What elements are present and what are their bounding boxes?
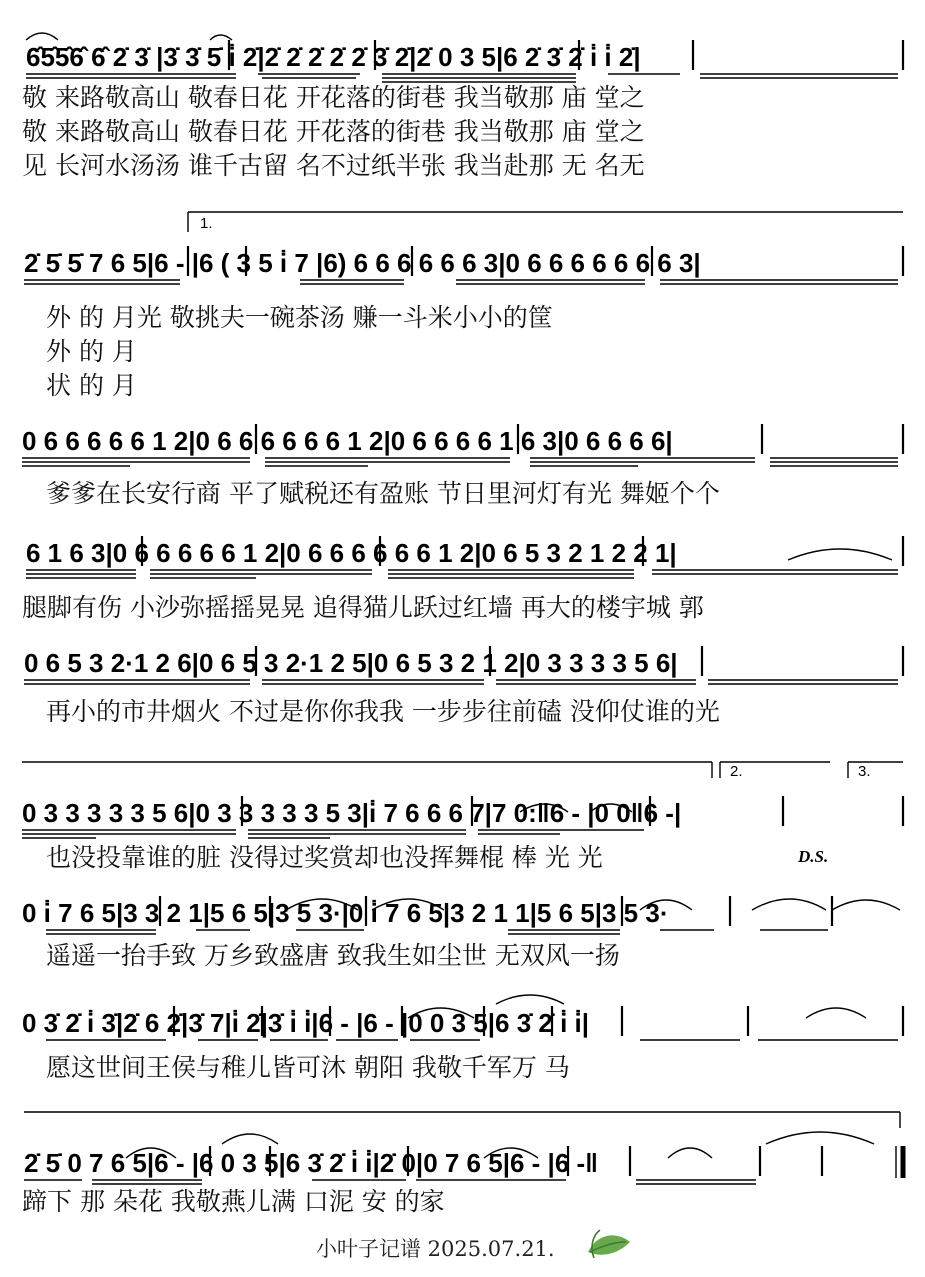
volta-bracket-3	[848, 762, 903, 778]
lyrics-line-5: 再小的市井烟火 不过是你你我我 一步步往前磕 没仰仗谁的光	[46, 697, 720, 726]
coda-bracket-line	[24, 1112, 900, 1128]
leaf-icon	[588, 1230, 630, 1258]
notes-line-3: 0 6 6 6 6 6 1 2|0 6 6 6 6 6 6 1 2|0 6 6 6 6 1 6 3|0 6 6 6 6|	[22, 426, 673, 456]
credit	[316, 1230, 630, 1261]
score-line-3	[22, 424, 903, 508]
repeat-bracket-line	[22, 762, 712, 778]
lyrics-line-7: 遥遥一抬手致 万乡致盛唐 致我生如尘世 无双风一扬	[46, 941, 620, 970]
lyrics-line-4: 腿脚有伤 小沙弥摇摇晃晃 追得猫儿跃过红墙 再大的楼宇城 郭	[22, 593, 704, 622]
notes-line-7: 0 i̇ 7 6 5|3 3 2 1|5 6 5|3 5 3·|0 i̇ 7 6 5|3 2 1 1|5 6 5|3 5 3·	[22, 898, 669, 928]
volta-3-label: 3.	[858, 763, 871, 780]
transcriber-credit: 小叶子记谱 2025.07.21.	[316, 1237, 555, 1261]
lyrics-line-3: 爹爹在长安行商 平了赋税还有盈账 节日里河灯有光 舞姬个个	[46, 479, 720, 508]
score-line-1	[22, 33, 903, 180]
notes-line-8: 0 3̇ 2̇ i̇ 3̇|2̇ 6 2̇|3̇ 7|i̇ 2̇|3̇ i̇ i̇|6 - |6 - |0 0 3 5|6 3̇ 2̇ i̇ i̇|	[22, 1008, 590, 1038]
dal-segno-mark: D.S.	[798, 847, 829, 866]
notes-line-5: 0 6 5 3 2·1 2 6|0 6 5 3 2·1 2 5|0 6 5 3 2 1 2|0 3 3 3 3 5 6|	[24, 648, 678, 678]
score-line-7	[22, 896, 900, 970]
lyrics-line-2-verse-3: 状 的 月	[46, 371, 137, 400]
notes-line-6: 0 3 3 3 3 3 5 6|0 3 3 3 3 3 5 3|i̇ 7 6 6 6 7|7 0:‖6 - |0 0‖6 -|	[22, 798, 682, 828]
score-line-8	[22, 995, 903, 1082]
score-line-2	[24, 212, 903, 400]
score-line-9	[22, 1112, 903, 1216]
volta-1-label: 1.	[200, 215, 213, 232]
notes-line-2: 2̇ 5̇ 5̇ 7 6 5|6 - |6 ( 3 5 i̇ 7 |6) 6 6 6 6 6 6 3|0 6 6 6 6 6 6 6 3|	[24, 248, 701, 278]
notes-line-1: 6̂5̂5̂6̂ 6̂ 2̇ 3̇ |3̇ 3̇ 5̇ i̇ 2̇|2̇ 2̇ 2̇ 2̇ 2̇ 3̇ 2̇|2̇ 0 3 5|6 2̇ 3̇ 2̇ i̇ i̇ 2̇|	[26, 42, 641, 72]
lyrics-line-2-verse-1: 外 的 月光 敬挑夫一碗茶汤 赚一斗米小小的筐	[46, 303, 553, 332]
score-line-4	[22, 536, 903, 622]
volta-bracket-1	[188, 212, 903, 232]
lyrics-line-8: 愿这世间王侯与稚儿皆可沐 朝阳 我敬千军万 马	[46, 1053, 570, 1082]
lyrics-line-1-verse-3: 见 长河水汤汤 谁千古留 名不过纸半张 我当赴那 无 名无	[22, 151, 645, 180]
lyrics-line-1-verse-1: 敬 来路敬高山 敬春日花 开花落的街巷 我当敬那 庙 堂之	[22, 83, 645, 112]
lyrics-line-9: 蹄下 那 朵花 我敬燕儿满 口泥 安 的家	[22, 1187, 445, 1216]
lyrics-line-2-verse-2: 外 的 月	[46, 337, 137, 366]
lyrics-line-6: 也没投靠谁的脏 没得过奖赏却也没挥舞棍 棒 光 光	[46, 843, 603, 872]
score-line-6	[22, 762, 903, 872]
volta-2-label: 2.	[730, 763, 743, 780]
lyrics-line-1-verse-2: 敬 来路敬高山 敬春日花 开花落的街巷 我当敬那 庙 堂之	[22, 117, 645, 146]
score-line-5	[24, 646, 903, 726]
notes-line-4: 6 1 6 3|0 6 6 6 6 6 1 2|0 6 6 6 6 6 6 1 2|0 6 5 3 2 1 2 2 1|	[26, 538, 677, 568]
notes-line-9: 2̇ 5̇ 0 7 6 5|6 - |6 0 3 5|6 3̇ 2̇ i̇ i̇|2̇ 0|0 7 6 5|6 - |6 -‖	[24, 1148, 599, 1178]
